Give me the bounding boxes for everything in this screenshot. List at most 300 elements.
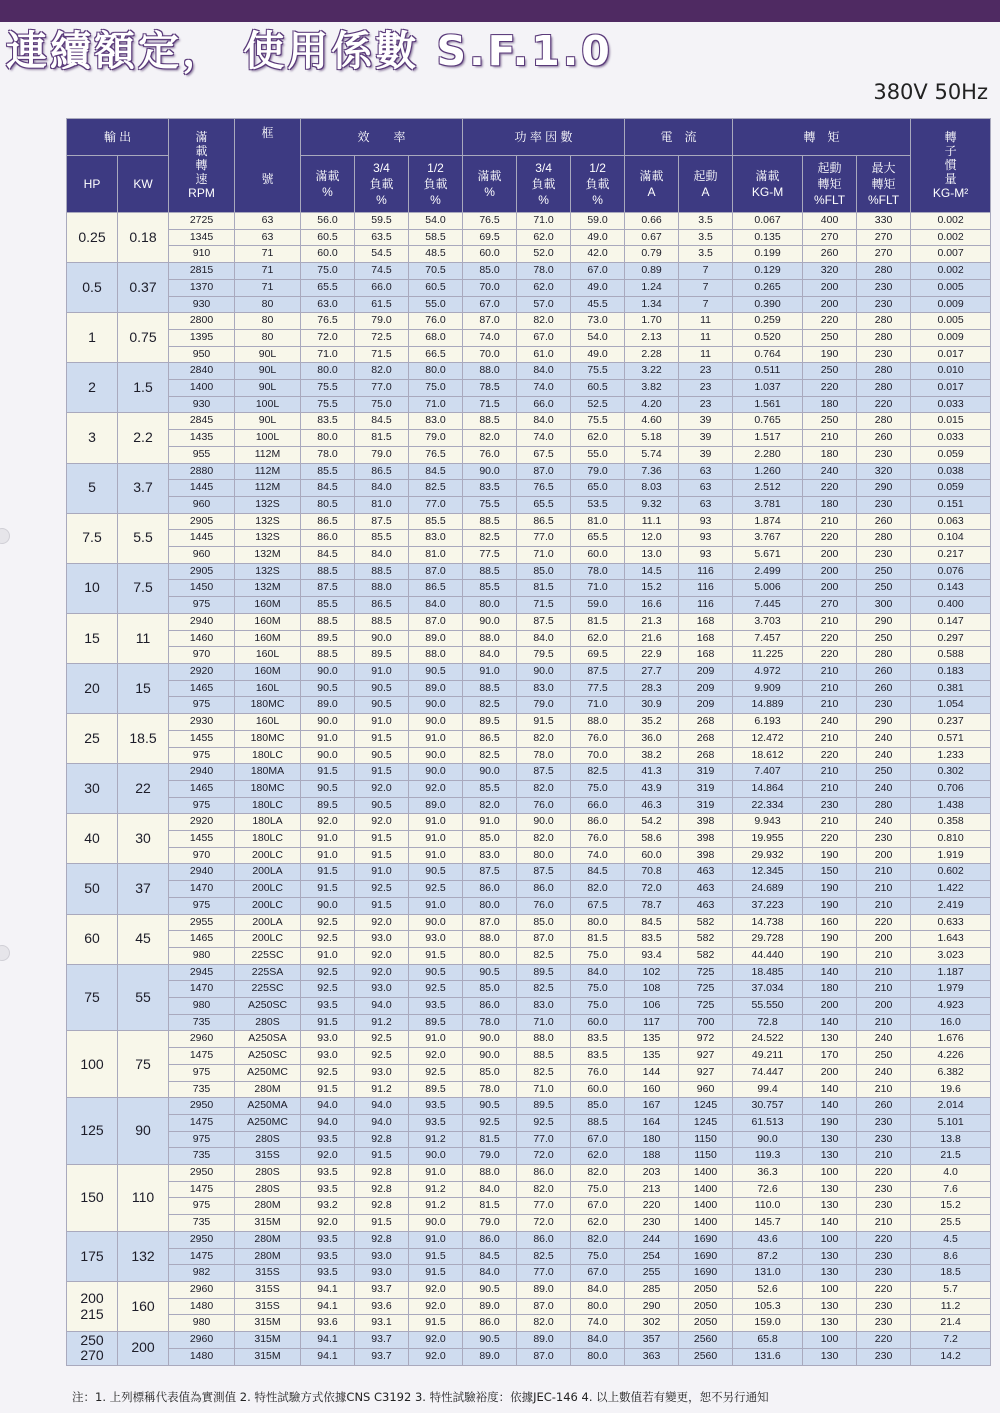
- header-current-full: 滿載 A: [625, 156, 679, 213]
- torque-full-cell: 2.512: [733, 480, 803, 497]
- torque-max-cell: 200: [857, 847, 911, 864]
- eff-12-cell: 91.5: [409, 1248, 463, 1265]
- eff-12-cell: 93.5: [409, 998, 463, 1015]
- rpm-cell: 1465: [169, 780, 235, 797]
- current-start-cell: 39: [679, 430, 733, 447]
- kw-cell: 200: [118, 1332, 169, 1365]
- pf-full-cell: 85.5: [463, 780, 517, 797]
- current-full-cell: 70.8: [625, 864, 679, 881]
- pf-34-cell: 67.5: [517, 446, 571, 463]
- eff-34-cell: 91.5: [355, 764, 409, 781]
- eff-full-cell: 60.0: [301, 246, 355, 263]
- table-row: [67, 480, 991, 497]
- eff-full-cell: 78.0: [301, 446, 355, 463]
- pf-full-cell: 88.5: [463, 680, 517, 697]
- inertia-cell: 4.0: [911, 1165, 991, 1182]
- pf-34-cell: 89.5: [517, 964, 571, 981]
- torque-start-cell: 220: [803, 313, 857, 330]
- inertia-cell: 4.923: [911, 998, 991, 1015]
- eff-34-cell: 91.2: [355, 1081, 409, 1098]
- rpm-cell: 975: [169, 1198, 235, 1215]
- eff-34-cell: 84.5: [355, 413, 409, 430]
- eff-12-cell: 90.0: [409, 1215, 463, 1232]
- inertia-cell: 21.5: [911, 1148, 991, 1165]
- torque-max-cell: 290: [857, 714, 911, 731]
- current-start-cell: 93: [679, 547, 733, 564]
- frame-cell: 112M: [235, 480, 301, 497]
- inertia-cell: 0.017: [911, 380, 991, 397]
- table-row: [67, 1348, 991, 1365]
- rpm-cell: 2945: [169, 964, 235, 981]
- punch-hole: [0, 528, 10, 544]
- inertia-cell: 25.5: [911, 1215, 991, 1232]
- current-start-cell: 2560: [679, 1348, 733, 1365]
- torque-full-cell: 0.259: [733, 313, 803, 330]
- frame-cell: 315S: [235, 1298, 301, 1315]
- current-start-cell: 1150: [679, 1131, 733, 1148]
- kw-cell: 3.7: [118, 463, 169, 513]
- table-row: [67, 931, 991, 948]
- inertia-cell: 1.979: [911, 981, 991, 998]
- frame-cell: 200LC: [235, 881, 301, 898]
- current-start-cell: 268: [679, 747, 733, 764]
- pf-34-cell: 86.0: [517, 881, 571, 898]
- frame-cell: 90L: [235, 363, 301, 380]
- eff-full-cell: 89.5: [301, 630, 355, 647]
- torque-start-cell: 200: [803, 563, 857, 580]
- pf-full-cell: 92.5: [463, 1114, 517, 1131]
- hp-cell: 15: [67, 613, 118, 663]
- pf-full-cell: 81.5: [463, 1198, 517, 1215]
- pf-12-cell: 75.0: [571, 1248, 625, 1265]
- inertia-cell: 4.5: [911, 1231, 991, 1248]
- rpm-cell: 2930: [169, 714, 235, 731]
- torque-full-cell: 18.485: [733, 964, 803, 981]
- table-row: [67, 1332, 991, 1349]
- torque-start-cell: 190: [803, 931, 857, 948]
- eff-full-cell: 89.0: [301, 697, 355, 714]
- eff-12-cell: 76.0: [409, 313, 463, 330]
- inertia-cell: 1.233: [911, 747, 991, 764]
- eff-full-cell: 91.0: [301, 831, 355, 848]
- eff-full-cell: 93.5: [301, 1165, 355, 1182]
- pf-34-cell: 77.0: [517, 530, 571, 547]
- torque-full-cell: 61.513: [733, 1114, 803, 1131]
- torque-full-cell: 105.3: [733, 1298, 803, 1315]
- frame-cell: 180LC: [235, 747, 301, 764]
- hp-cell: 30: [67, 764, 118, 814]
- pf-12-cell: 88.5: [571, 1114, 625, 1131]
- eff-full-cell: 80.0: [301, 430, 355, 447]
- pf-12-cell: 78.0: [571, 563, 625, 580]
- table-row: [67, 279, 991, 296]
- eff-34-cell: 91.5: [355, 730, 409, 747]
- torque-full-cell: 30.757: [733, 1098, 803, 1115]
- frame-cell: A250SA: [235, 1031, 301, 1048]
- torque-start-cell: 210: [803, 430, 857, 447]
- current-start-cell: 209: [679, 697, 733, 714]
- pf-12-cell: 69.5: [571, 647, 625, 664]
- torque-start-cell: 200: [803, 1064, 857, 1081]
- eff-12-cell: 90.0: [409, 697, 463, 714]
- hp-cell: 40: [67, 814, 118, 864]
- current-start-cell: 23: [679, 363, 733, 380]
- table-row: [67, 747, 991, 764]
- pf-full-cell: 88.0: [463, 363, 517, 380]
- pf-full-cell: 88.5: [463, 513, 517, 530]
- table-row: [67, 329, 991, 346]
- current-start-cell: 725: [679, 964, 733, 981]
- eff-34-cell: 90.5: [355, 697, 409, 714]
- torque-full-cell: 74.447: [733, 1064, 803, 1081]
- current-full-cell: 0.79: [625, 246, 679, 263]
- rpm-cell: 735: [169, 1148, 235, 1165]
- pf-full-cell: 76.0: [463, 446, 517, 463]
- eff-34-cell: 92.0: [355, 814, 409, 831]
- rpm-cell: 2960: [169, 1031, 235, 1048]
- torque-start-cell: 270: [803, 229, 857, 246]
- torque-start-cell: 200: [803, 279, 857, 296]
- eff-full-cell: 94.1: [301, 1332, 355, 1349]
- torque-max-cell: 210: [857, 897, 911, 914]
- torque-start-cell: 190: [803, 1114, 857, 1131]
- table-row: [67, 947, 991, 964]
- inertia-cell: 0.147: [911, 613, 991, 630]
- torque-max-cell: 210: [857, 1081, 911, 1098]
- eff-34-cell: 77.0: [355, 380, 409, 397]
- table-row: [67, 396, 991, 413]
- pf-full-cell: 90.0: [463, 613, 517, 630]
- torque-max-cell: 320: [857, 463, 911, 480]
- eff-full-cell: 84.5: [301, 547, 355, 564]
- pf-12-cell: 83.5: [571, 1031, 625, 1048]
- inertia-cell: 1.438: [911, 797, 991, 814]
- eff-12-cell: 91.0: [409, 1031, 463, 1048]
- current-full-cell: 5.74: [625, 446, 679, 463]
- torque-full-cell: 0.199: [733, 246, 803, 263]
- pf-12-cell: 83.5: [571, 1048, 625, 1065]
- torque-max-cell: 250: [857, 764, 911, 781]
- eff-34-cell: 91.0: [355, 864, 409, 881]
- frame-cell: 160M: [235, 613, 301, 630]
- table-row: [67, 1181, 991, 1198]
- torque-full-cell: 18.612: [733, 747, 803, 764]
- pf-12-cell: 82.5: [571, 764, 625, 781]
- torque-max-cell: 220: [857, 1332, 911, 1349]
- rpm-cell: 980: [169, 998, 235, 1015]
- pf-34-cell: 81.5: [517, 580, 571, 597]
- eff-12-cell: 90.5: [409, 663, 463, 680]
- pf-full-cell: 88.5: [463, 563, 517, 580]
- pf-34-cell: 72.0: [517, 1148, 571, 1165]
- table-row: [67, 1282, 991, 1299]
- table-row: [67, 1081, 991, 1098]
- pf-12-cell: 65.0: [571, 480, 625, 497]
- rpm-cell: 1470: [169, 981, 235, 998]
- eff-34-cell: 90.5: [355, 797, 409, 814]
- eff-12-cell: 48.5: [409, 246, 463, 263]
- current-start-cell: 463: [679, 881, 733, 898]
- eff-full-cell: 71.0: [301, 346, 355, 363]
- current-start-cell: 7: [679, 263, 733, 280]
- eff-full-cell: 90.0: [301, 897, 355, 914]
- current-start-cell: 268: [679, 730, 733, 747]
- eff-12-cell: 92.0: [409, 1348, 463, 1365]
- rpm-cell: 910: [169, 246, 235, 263]
- pf-12-cell: 55.0: [571, 446, 625, 463]
- pf-full-cell: 86.5: [463, 730, 517, 747]
- pf-12-cell: 81.5: [571, 931, 625, 948]
- eff-full-cell: 93.0: [301, 1031, 355, 1048]
- header-pf-full: 滿載 %: [463, 156, 517, 213]
- eff-12-cell: 55.0: [409, 296, 463, 313]
- kw-cell: 15: [118, 663, 169, 713]
- table-row: [67, 263, 991, 280]
- torque-full-cell: 7.445: [733, 597, 803, 614]
- frame-cell: 90L: [235, 413, 301, 430]
- table-row: [67, 1198, 991, 1215]
- pf-full-cell: 82.0: [463, 430, 517, 447]
- torque-start-cell: 140: [803, 1081, 857, 1098]
- pf-full-cell: 85.5: [463, 580, 517, 597]
- pf-full-cell: 90.5: [463, 1332, 517, 1349]
- table-row: [67, 1298, 991, 1315]
- frame-cell: 180LC: [235, 831, 301, 848]
- eff-34-cell: 92.8: [355, 1198, 409, 1215]
- current-start-cell: 2050: [679, 1315, 733, 1332]
- current-full-cell: 0.67: [625, 229, 679, 246]
- pf-12-cell: 82.0: [571, 1231, 625, 1248]
- torque-full-cell: 14.889: [733, 697, 803, 714]
- eff-34-cell: 89.5: [355, 647, 409, 664]
- pf-full-cell: 87.0: [463, 914, 517, 931]
- pf-34-cell: 66.0: [517, 396, 571, 413]
- current-start-cell: 398: [679, 847, 733, 864]
- rpm-cell: 2845: [169, 413, 235, 430]
- current-full-cell: 102: [625, 964, 679, 981]
- pf-12-cell: 60.0: [571, 547, 625, 564]
- hp-cell: 25: [67, 714, 118, 764]
- frame-cell: 315S: [235, 1282, 301, 1299]
- torque-full-cell: 49.211: [733, 1048, 803, 1065]
- pf-full-cell: 71.5: [463, 396, 517, 413]
- frame-cell: 63: [235, 229, 301, 246]
- frame-cell: 132S: [235, 563, 301, 580]
- pf-34-cell: 88.5: [517, 1048, 571, 1065]
- eff-12-cell: 92.5: [409, 1064, 463, 1081]
- torque-max-cell: 250: [857, 1048, 911, 1065]
- pf-12-cell: 75.0: [571, 981, 625, 998]
- pf-34-cell: 82.5: [517, 1064, 571, 1081]
- current-start-cell: 1690: [679, 1248, 733, 1265]
- pf-12-cell: 71.0: [571, 697, 625, 714]
- header-efficiency: 效 率: [301, 119, 463, 156]
- eff-12-cell: 92.0: [409, 1332, 463, 1349]
- current-full-cell: 106: [625, 998, 679, 1015]
- torque-full-cell: 159.0: [733, 1315, 803, 1332]
- pf-full-cell: 84.5: [463, 1248, 517, 1265]
- header-frame-top: 框: [261, 126, 274, 140]
- eff-34-cell: 93.0: [355, 981, 409, 998]
- eff-34-cell: 92.5: [355, 1031, 409, 1048]
- rpm-cell: 2725: [169, 213, 235, 230]
- torque-start-cell: 200: [803, 998, 857, 1015]
- current-start-cell: 3.5: [679, 213, 733, 230]
- current-full-cell: 12.0: [625, 530, 679, 547]
- eff-full-cell: 86.5: [301, 513, 355, 530]
- pf-full-cell: 78.0: [463, 1081, 517, 1098]
- current-start-cell: 23: [679, 380, 733, 397]
- torque-start-cell: 240: [803, 463, 857, 480]
- inertia-cell: 0.038: [911, 463, 991, 480]
- kw-cell: 90: [118, 1098, 169, 1165]
- eff-12-cell: 77.0: [409, 496, 463, 513]
- torque-full-cell: 119.3: [733, 1148, 803, 1165]
- current-start-cell: 319: [679, 780, 733, 797]
- torque-max-cell: 230: [857, 1114, 911, 1131]
- torque-full-cell: 11.225: [733, 647, 803, 664]
- table-row: [67, 1231, 991, 1248]
- torque-max-cell: 230: [857, 1315, 911, 1332]
- torque-start-cell: 190: [803, 947, 857, 964]
- frame-cell: 200LC: [235, 847, 301, 864]
- frame-cell: 315S: [235, 1265, 301, 1282]
- torque-start-cell: 180: [803, 396, 857, 413]
- inertia-cell: 0.063: [911, 513, 991, 530]
- eff-34-cell: 82.0: [355, 363, 409, 380]
- torque-max-cell: 250: [857, 630, 911, 647]
- pf-34-cell: 82.0: [517, 313, 571, 330]
- eff-34-cell: 92.5: [355, 1048, 409, 1065]
- torque-max-cell: 240: [857, 1064, 911, 1081]
- torque-full-cell: 2.499: [733, 563, 803, 580]
- torque-full-cell: 5.006: [733, 580, 803, 597]
- table-row: [67, 413, 991, 430]
- pf-12-cell: 74.0: [571, 847, 625, 864]
- current-full-cell: 220: [625, 1198, 679, 1215]
- eff-12-cell: 91.0: [409, 814, 463, 831]
- pf-full-cell: 79.0: [463, 1148, 517, 1165]
- inertia-cell: 0.009: [911, 296, 991, 313]
- pf-12-cell: 81.5: [571, 613, 625, 630]
- torque-start-cell: 240: [803, 714, 857, 731]
- pf-full-cell: 84.0: [463, 1265, 517, 1282]
- current-full-cell: 144: [625, 1064, 679, 1081]
- torque-full-cell: 0.067: [733, 213, 803, 230]
- torque-start-cell: 140: [803, 1098, 857, 1115]
- header-torque-full: 滿載 KG-M: [733, 156, 803, 213]
- pf-full-cell: 67.0: [463, 296, 517, 313]
- eff-34-cell: 93.1: [355, 1315, 409, 1332]
- eff-34-cell: 84.0: [355, 480, 409, 497]
- current-start-cell: 7: [679, 279, 733, 296]
- eff-12-cell: 86.5: [409, 580, 463, 597]
- pf-full-cell: 75.5: [463, 496, 517, 513]
- rpm-cell: 1400: [169, 380, 235, 397]
- current-start-cell: 23: [679, 396, 733, 413]
- table-row: [67, 714, 991, 731]
- frame-cell: 160L: [235, 680, 301, 697]
- current-full-cell: 1.70: [625, 313, 679, 330]
- pf-12-cell: 60.0: [571, 1081, 625, 1098]
- inertia-cell: 19.6: [911, 1081, 991, 1098]
- frame-cell: 112M: [235, 446, 301, 463]
- table-row: [67, 1098, 991, 1115]
- current-start-cell: 3.5: [679, 246, 733, 263]
- current-full-cell: 16.6: [625, 597, 679, 614]
- pf-34-cell: 65.5: [517, 496, 571, 513]
- frame-cell: A250MC: [235, 1114, 301, 1131]
- current-full-cell: 72.0: [625, 881, 679, 898]
- hp-cell: 60: [67, 914, 118, 964]
- pf-34-cell: 87.5: [517, 613, 571, 630]
- eff-12-cell: 87.0: [409, 613, 463, 630]
- pf-34-cell: 71.5: [517, 597, 571, 614]
- rpm-cell: 930: [169, 396, 235, 413]
- frame-cell: 132S: [235, 496, 301, 513]
- pf-full-cell: 90.0: [463, 463, 517, 480]
- eff-34-cell: 91.2: [355, 1014, 409, 1031]
- torque-max-cell: 260: [857, 663, 911, 680]
- eff-12-cell: 93.5: [409, 1114, 463, 1131]
- pf-full-cell: 60.0: [463, 246, 517, 263]
- hp-cell: 150: [67, 1165, 118, 1232]
- eff-full-cell: 94.1: [301, 1282, 355, 1299]
- eff-12-cell: 91.0: [409, 847, 463, 864]
- pf-34-cell: 82.0: [517, 780, 571, 797]
- table-row: [67, 1114, 991, 1131]
- eff-34-cell: 54.5: [355, 246, 409, 263]
- rpm-cell: 1370: [169, 279, 235, 296]
- eff-full-cell: 90.0: [301, 663, 355, 680]
- current-start-cell: 11: [679, 346, 733, 363]
- table-row: [67, 1148, 991, 1165]
- rpm-cell: 1455: [169, 730, 235, 747]
- eff-34-cell: 92.0: [355, 914, 409, 931]
- table-row: [67, 380, 991, 397]
- rpm-cell: 970: [169, 847, 235, 864]
- frame-cell: 200LC: [235, 897, 301, 914]
- torque-start-cell: 260: [803, 246, 857, 263]
- pf-12-cell: 66.0: [571, 797, 625, 814]
- current-start-cell: 116: [679, 563, 733, 580]
- pf-34-cell: 85.0: [517, 563, 571, 580]
- eff-34-cell: 92.8: [355, 1131, 409, 1148]
- current-start-cell: 927: [679, 1048, 733, 1065]
- current-full-cell: 1.24: [625, 279, 679, 296]
- inertia-cell: 0.237: [911, 714, 991, 731]
- eff-full-cell: 90.5: [301, 780, 355, 797]
- pf-12-cell: 49.0: [571, 229, 625, 246]
- pf-34-cell: 79.0: [517, 697, 571, 714]
- torque-full-cell: 90.0: [733, 1131, 803, 1148]
- eff-34-cell: 79.0: [355, 446, 409, 463]
- pf-34-cell: 84.0: [517, 363, 571, 380]
- pf-full-cell: 89.0: [463, 1348, 517, 1365]
- header-kw: KW: [118, 156, 169, 213]
- torque-max-cell: 230: [857, 1348, 911, 1365]
- hp-cell: 5: [67, 463, 118, 513]
- pf-34-cell: 82.0: [517, 831, 571, 848]
- current-full-cell: 41.3: [625, 764, 679, 781]
- frame-cell: 280M: [235, 1248, 301, 1265]
- table-row: [67, 730, 991, 747]
- pf-34-cell: 62.0: [517, 279, 571, 296]
- inertia-cell: 0.005: [911, 279, 991, 296]
- current-full-cell: 4.20: [625, 396, 679, 413]
- torque-full-cell: 37.034: [733, 981, 803, 998]
- inertia-cell: 1.643: [911, 931, 991, 948]
